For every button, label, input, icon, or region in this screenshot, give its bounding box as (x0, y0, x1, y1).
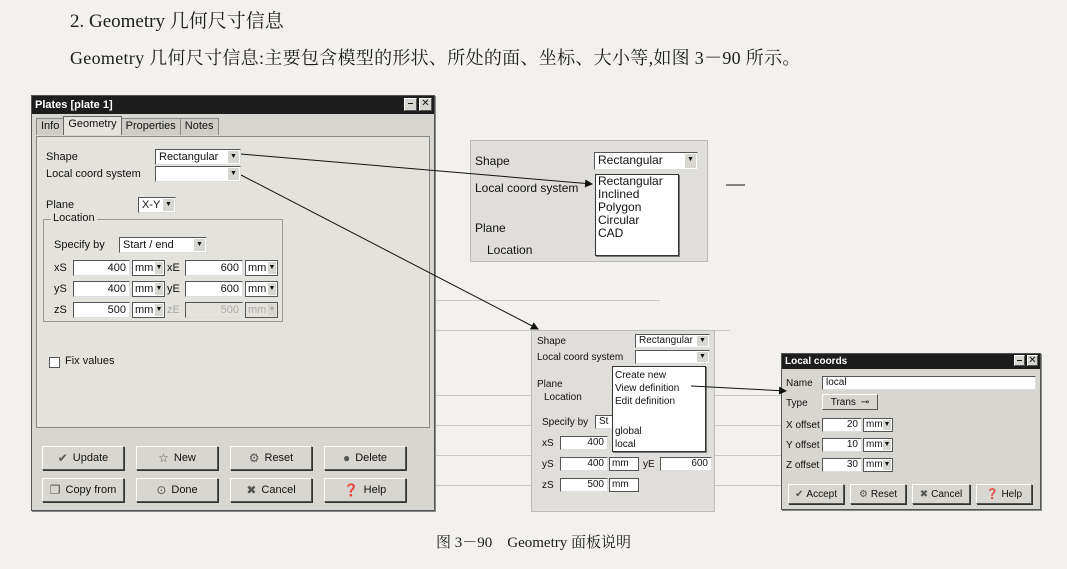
help-icon: ❓ (343, 483, 359, 497)
cancel-icon: ✖ (919, 488, 929, 500)
zs-field[interactable]: 500 (73, 302, 130, 318)
shape-option-rectangular[interactable]: Rectangular (598, 174, 663, 188)
chevron-down-icon: ▼ (155, 304, 163, 316)
reset-icon: ⚙ (858, 488, 868, 500)
chevron-down-icon: ▼ (883, 421, 891, 428)
yoffset-label: Y offset (786, 440, 820, 451)
tab-notes[interactable]: Notes (180, 118, 219, 135)
delete-button-label: Delete (355, 452, 388, 464)
ze-label: zE (167, 304, 180, 316)
shape-label: Shape (475, 154, 510, 168)
unit-text: mm (612, 479, 629, 490)
unit-text: mm (248, 283, 267, 295)
lcs-option-global[interactable]: global (615, 426, 642, 437)
zs-label: zS (54, 304, 67, 316)
chevron-down-icon: ▼ (194, 239, 205, 251)
shape-label: Shape (46, 151, 78, 163)
lcs-label: Local coord system (46, 168, 141, 180)
yoffset-field[interactable]: 10 (822, 438, 862, 452)
type-select-value: Trans (830, 396, 856, 408)
lcs-option-local[interactable]: local (615, 439, 636, 450)
xoffset-label: X offset (786, 420, 820, 431)
zoffset-field[interactable]: 30 (822, 458, 862, 472)
xoffset-field[interactable]: 20 (822, 418, 862, 432)
unit-text: mm (248, 262, 267, 274)
toggle-icon: ⊸ (860, 396, 870, 408)
check-icon: ✔ (795, 488, 804, 500)
xs-label: xS (54, 262, 67, 274)
minimize-icon[interactable]: – (404, 98, 417, 111)
zs-field[interactable]: 500 (560, 478, 608, 492)
chevron-down-icon: ▼ (697, 352, 708, 362)
tab-properties[interactable]: Properties (121, 118, 181, 135)
ye-field[interactable]: 600 (660, 457, 712, 471)
chevron-down-icon: ▼ (155, 283, 163, 295)
ys-field[interactable]: 400 (73, 281, 130, 297)
chevron-down-icon: ▼ (697, 336, 708, 346)
xe-label: xE (167, 262, 180, 274)
ys-label: yS (54, 283, 67, 295)
specify-select-value: Start / end (123, 239, 174, 251)
section-heading: 2. Geometry 几何尺寸信息 (70, 11, 284, 32)
chevron-down-icon: ▼ (268, 283, 276, 295)
name-field[interactable]: local (822, 376, 1036, 390)
type-label: Type (786, 398, 808, 409)
location-label: Location (544, 392, 582, 403)
chevron-down-icon: ▼ (268, 262, 276, 274)
lcs-arrow (241, 175, 538, 329)
chevron-down-icon: ▼ (163, 199, 174, 211)
unit-text: mm (612, 458, 629, 469)
window-title-text: Plates [plate 1] (35, 99, 113, 111)
chevron-down-icon: ▼ (268, 304, 276, 316)
chevron-down-icon: ▼ (883, 461, 891, 468)
shape-select-value: Rectangular (159, 151, 219, 163)
xs-field[interactable]: 400 (560, 436, 608, 450)
help-button-label: Help (1001, 488, 1023, 500)
xs-field[interactable]: 400 (73, 260, 130, 276)
shape-select-value: Rectangular (598, 153, 663, 167)
specify-label: Specify by (542, 417, 589, 428)
tab-info[interactable]: Info (36, 118, 64, 135)
specify-select-value: St (599, 416, 609, 427)
lcs-label: Local coord system (537, 352, 624, 363)
delete-icon: ● (342, 451, 351, 465)
cancel-button-label: Cancel (931, 488, 963, 500)
chevron-down-icon: ▼ (228, 168, 239, 180)
body-paragraph: Geometry 几何尺寸信息:主要包含模型的形状、所处的面、坐标、大小等,如图 3－90 所示。 (70, 48, 801, 68)
menu-create-new[interactable]: Create new (615, 370, 667, 381)
unit-text: mm (135, 283, 154, 295)
xs-label: xS (542, 438, 554, 449)
unit-text: mm (866, 439, 883, 450)
lcs-label: Local coord system (475, 181, 579, 195)
plane-label: Plane (475, 221, 506, 235)
reset-icon: ⚙ (248, 451, 260, 465)
new-button-label: New (173, 452, 196, 464)
unit-text: mm (135, 304, 154, 316)
plane-label: Plane (537, 379, 563, 390)
plane-select-value: X-Y (142, 199, 161, 211)
ys-field[interactable]: 400 (560, 457, 608, 471)
unit-text: mm (135, 262, 154, 274)
location-label: Location (487, 243, 533, 257)
unit-text: mm (866, 419, 883, 430)
ze-field: 500 (185, 302, 243, 318)
name-label: Name (786, 378, 813, 389)
done-button-label: Done (171, 484, 198, 496)
shape-option-cad[interactable]: CAD (598, 226, 624, 240)
copy-icon: ❐ (49, 483, 61, 497)
figure-caption: 图 3－90 Geometry 面板说明 (436, 535, 631, 551)
fix-values-label: Fix values (65, 355, 115, 367)
cancel-icon: ✖ (246, 483, 257, 497)
tab-geometry[interactable]: Geometry (63, 116, 121, 135)
update-button-label: Update (72, 452, 109, 464)
create-arrow (691, 386, 786, 391)
minimize-icon[interactable]: – (1014, 355, 1025, 366)
shape-option-inclined[interactable]: Inclined (598, 187, 640, 201)
unit-text: mm (866, 459, 883, 470)
shape-arrow (241, 154, 592, 184)
specify-label: Specify by (54, 239, 105, 251)
help-button-label: Help (363, 484, 387, 496)
shape-option-circular[interactable]: Circular (598, 213, 640, 227)
shape-label: Shape (537, 336, 566, 347)
location-label: Location (53, 212, 95, 224)
ye-label: yE (643, 459, 655, 470)
shape-select-value: Rectangular (639, 335, 693, 346)
close-icon[interactable]: ✕ (1028, 355, 1037, 366)
help-icon: ❓ (985, 488, 999, 500)
chevron-down-icon: ▼ (155, 262, 163, 274)
ye-label: yE (167, 283, 180, 295)
cancel-button-label: Cancel (261, 484, 296, 496)
unit-text: mm (248, 304, 267, 316)
reset-button-label: Reset (264, 452, 294, 464)
reset-button-label: Reset (870, 488, 898, 500)
dialog-title-text: Local coords (785, 356, 848, 367)
copy-from-button-label: Copy from (65, 484, 117, 496)
menu-edit-definition[interactable]: Edit definition (615, 396, 676, 407)
close-icon[interactable]: ✕ (419, 98, 432, 111)
chevron-down-icon: ▼ (883, 441, 891, 448)
chevron-down-icon: ▼ (228, 151, 239, 163)
xe-field[interactable]: 600 (185, 260, 243, 276)
ye-field[interactable]: 600 (185, 281, 243, 297)
ys-label: yS (542, 459, 554, 470)
chevron-down-icon: ▼ (685, 154, 696, 168)
zoffset-label: Z offset (786, 460, 820, 471)
zs-label: zS (542, 480, 554, 491)
plane-label: Plane (46, 199, 75, 211)
shape-option-polygon[interactable]: Polygon (598, 200, 642, 214)
menu-view-definition[interactable]: View definition (615, 383, 680, 394)
accept-button-label: Accept (806, 488, 837, 500)
done-icon: ⊙ (156, 483, 167, 497)
star-icon: ☆ (158, 451, 169, 465)
check-icon: ✔ (57, 451, 68, 465)
